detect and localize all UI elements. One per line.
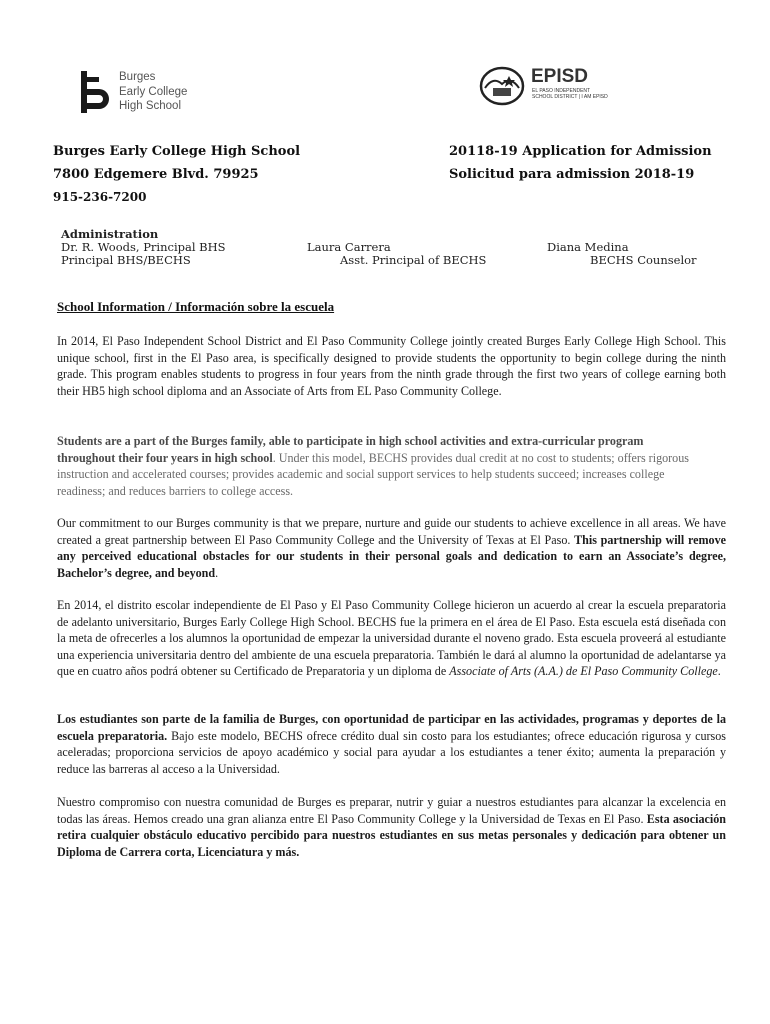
admin-counselor-name: Diana Medina [547, 240, 629, 254]
episd-sub-1: EL PASO INDEPENDENT [532, 88, 591, 94]
p4-italic: Associate of Arts (A.A.) de El Paso Community College [449, 664, 718, 679]
logo-line-1: Burges [119, 71, 156, 83]
paragraph-4 [57, 597, 726, 680]
paragraph-5 [57, 711, 726, 777]
p6-start: Nuestro compromiso con nuestra comunidad de Burges es preparar, nutrir y guiar a nuestros estudiantes para alcanzar la excelencia en todas las áreas. Hemos creado una gran alianza entre El Paso Community College y la Universidad de Texas en El Paso. [57, 795, 726, 826]
p4-end: . [717, 664, 721, 679]
school-phone: 915-236-7200 [53, 190, 147, 204]
p1-text: In 2014, El Paso Independent School District and El Paso Community College jointly created Burges Early College High School. This unique school, first in the El Paso area, is specifically designed to provide students the opportunity to begin college during the ninth grade. This program enables students to progress in four years from the ninth grade through the first two years of college earning both their HB5 high school diploma and an Associate of Arts from EL Paso Community College. [57, 334, 726, 398]
burges-logo-mark-icon [79, 71, 113, 115]
admin-heading: Administration [61, 227, 159, 241]
episd-name: EPISD [531, 66, 589, 87]
application-title: 20118-19 Application for Admission [449, 144, 712, 159]
episd-sub-2: SCHOOL DISTRICT | I AM EPISD [532, 94, 608, 100]
school-address: 7800 Edgemere Blvd. 79925 [53, 167, 259, 182]
admin-principal-name: Dr. R. Woods, Principal BHS [61, 240, 226, 254]
admin-asst-name: Laura Carrera [307, 240, 391, 254]
p5-bold: Los estudiantes son parte de la familia de Burges, con oportunidad de participar en las actividades, programas y deportes de la escuela preparatoria. [57, 712, 726, 743]
school-name: Burges Early College High School [53, 144, 301, 159]
admin-principal-role: Principal BHS/BECHS [61, 253, 191, 267]
p5-rest: Bajo este modelo, BECHS ofrece crédito dual sin costo para los estudiantes; ofrece educación rigurosa y cursos aceleradas; proporciona servicios de apoyo académico y social para ayudar a los estudiantes a tener éxito; aumenta la preparación y reduce las barreras al acceso a la Universidad. [57, 728, 726, 776]
p4-start: En 2014, el distrito escolar independiente de El Paso y El Paso Community College hicieron un acuerdo al crear la escuela preparatoria de adelanto universitario, Burges Early College High School. BECHS fue la primera en el área de El Paso. Esta escuela está diseñada con la meta de ofrecerles a los alumnos la oportunidad de empezar la universidad durante el noveno grado. Esta escuela proveerá al estudiante una experiencia universitaria dentro del ambiente de una escuela preparatoria. También le dará al alumno la oportunidad de adelantarse ya que en cuatro años podrá obtener su Certificado de Preparatoria y un diploma de [57, 598, 726, 679]
p3-start: Our commitment to our Burges community is that we prepare, nurture and guide our students to achieve excellence in all areas. We have created a great partnership between El Paso Community College and the University of Texas at El Paso. [57, 516, 726, 547]
section-title: School Information / Información sobre la escuela [57, 299, 335, 314]
p2-bold: Students are a part of the Burges family, able to participate in high school activities and extra-curricular program throughout their four years in high school [57, 434, 644, 465]
p6-bold: Esta asociación retira cualquier obstáculo educativo percibido para nuestros estudiantes en sus metas personales y dedicación para obtener un Diploma de Carrera corta, Licenciatura y más. [57, 811, 726, 859]
paragraph-1 [57, 333, 726, 399]
application-title-es: Solicitud para admission 2018-19 [449, 167, 695, 182]
p2-rest: . Under this model, BECHS provides dual credit at no cost to students; offers rigorous instruction and accelerated courses; provides academic and social support services to help students succeed; increases college readiness; and reduces barriers to college access. [57, 450, 689, 498]
admin-counselor-role: BECHS Counselor [590, 253, 697, 267]
episd-logo [479, 64, 619, 108]
p3-end: . [215, 565, 219, 580]
p3-bold: This partnership will remove any perceived educational obstacles for our students in their personal goals and dedication to earn an Associate’s degree, Bachelor’s degree, and beyond [57, 532, 727, 580]
paragraph-6 [57, 794, 726, 860]
logo-line-2: Early College [119, 85, 188, 98]
paragraph-2 [57, 433, 689, 499]
burges-logo [79, 70, 209, 116]
paragraph-3 [57, 515, 726, 581]
logo-line-3: High School [119, 100, 182, 112]
episd-seal-icon [479, 66, 525, 106]
admin-asst-role: Asst. Principal of BECHS [340, 253, 487, 267]
